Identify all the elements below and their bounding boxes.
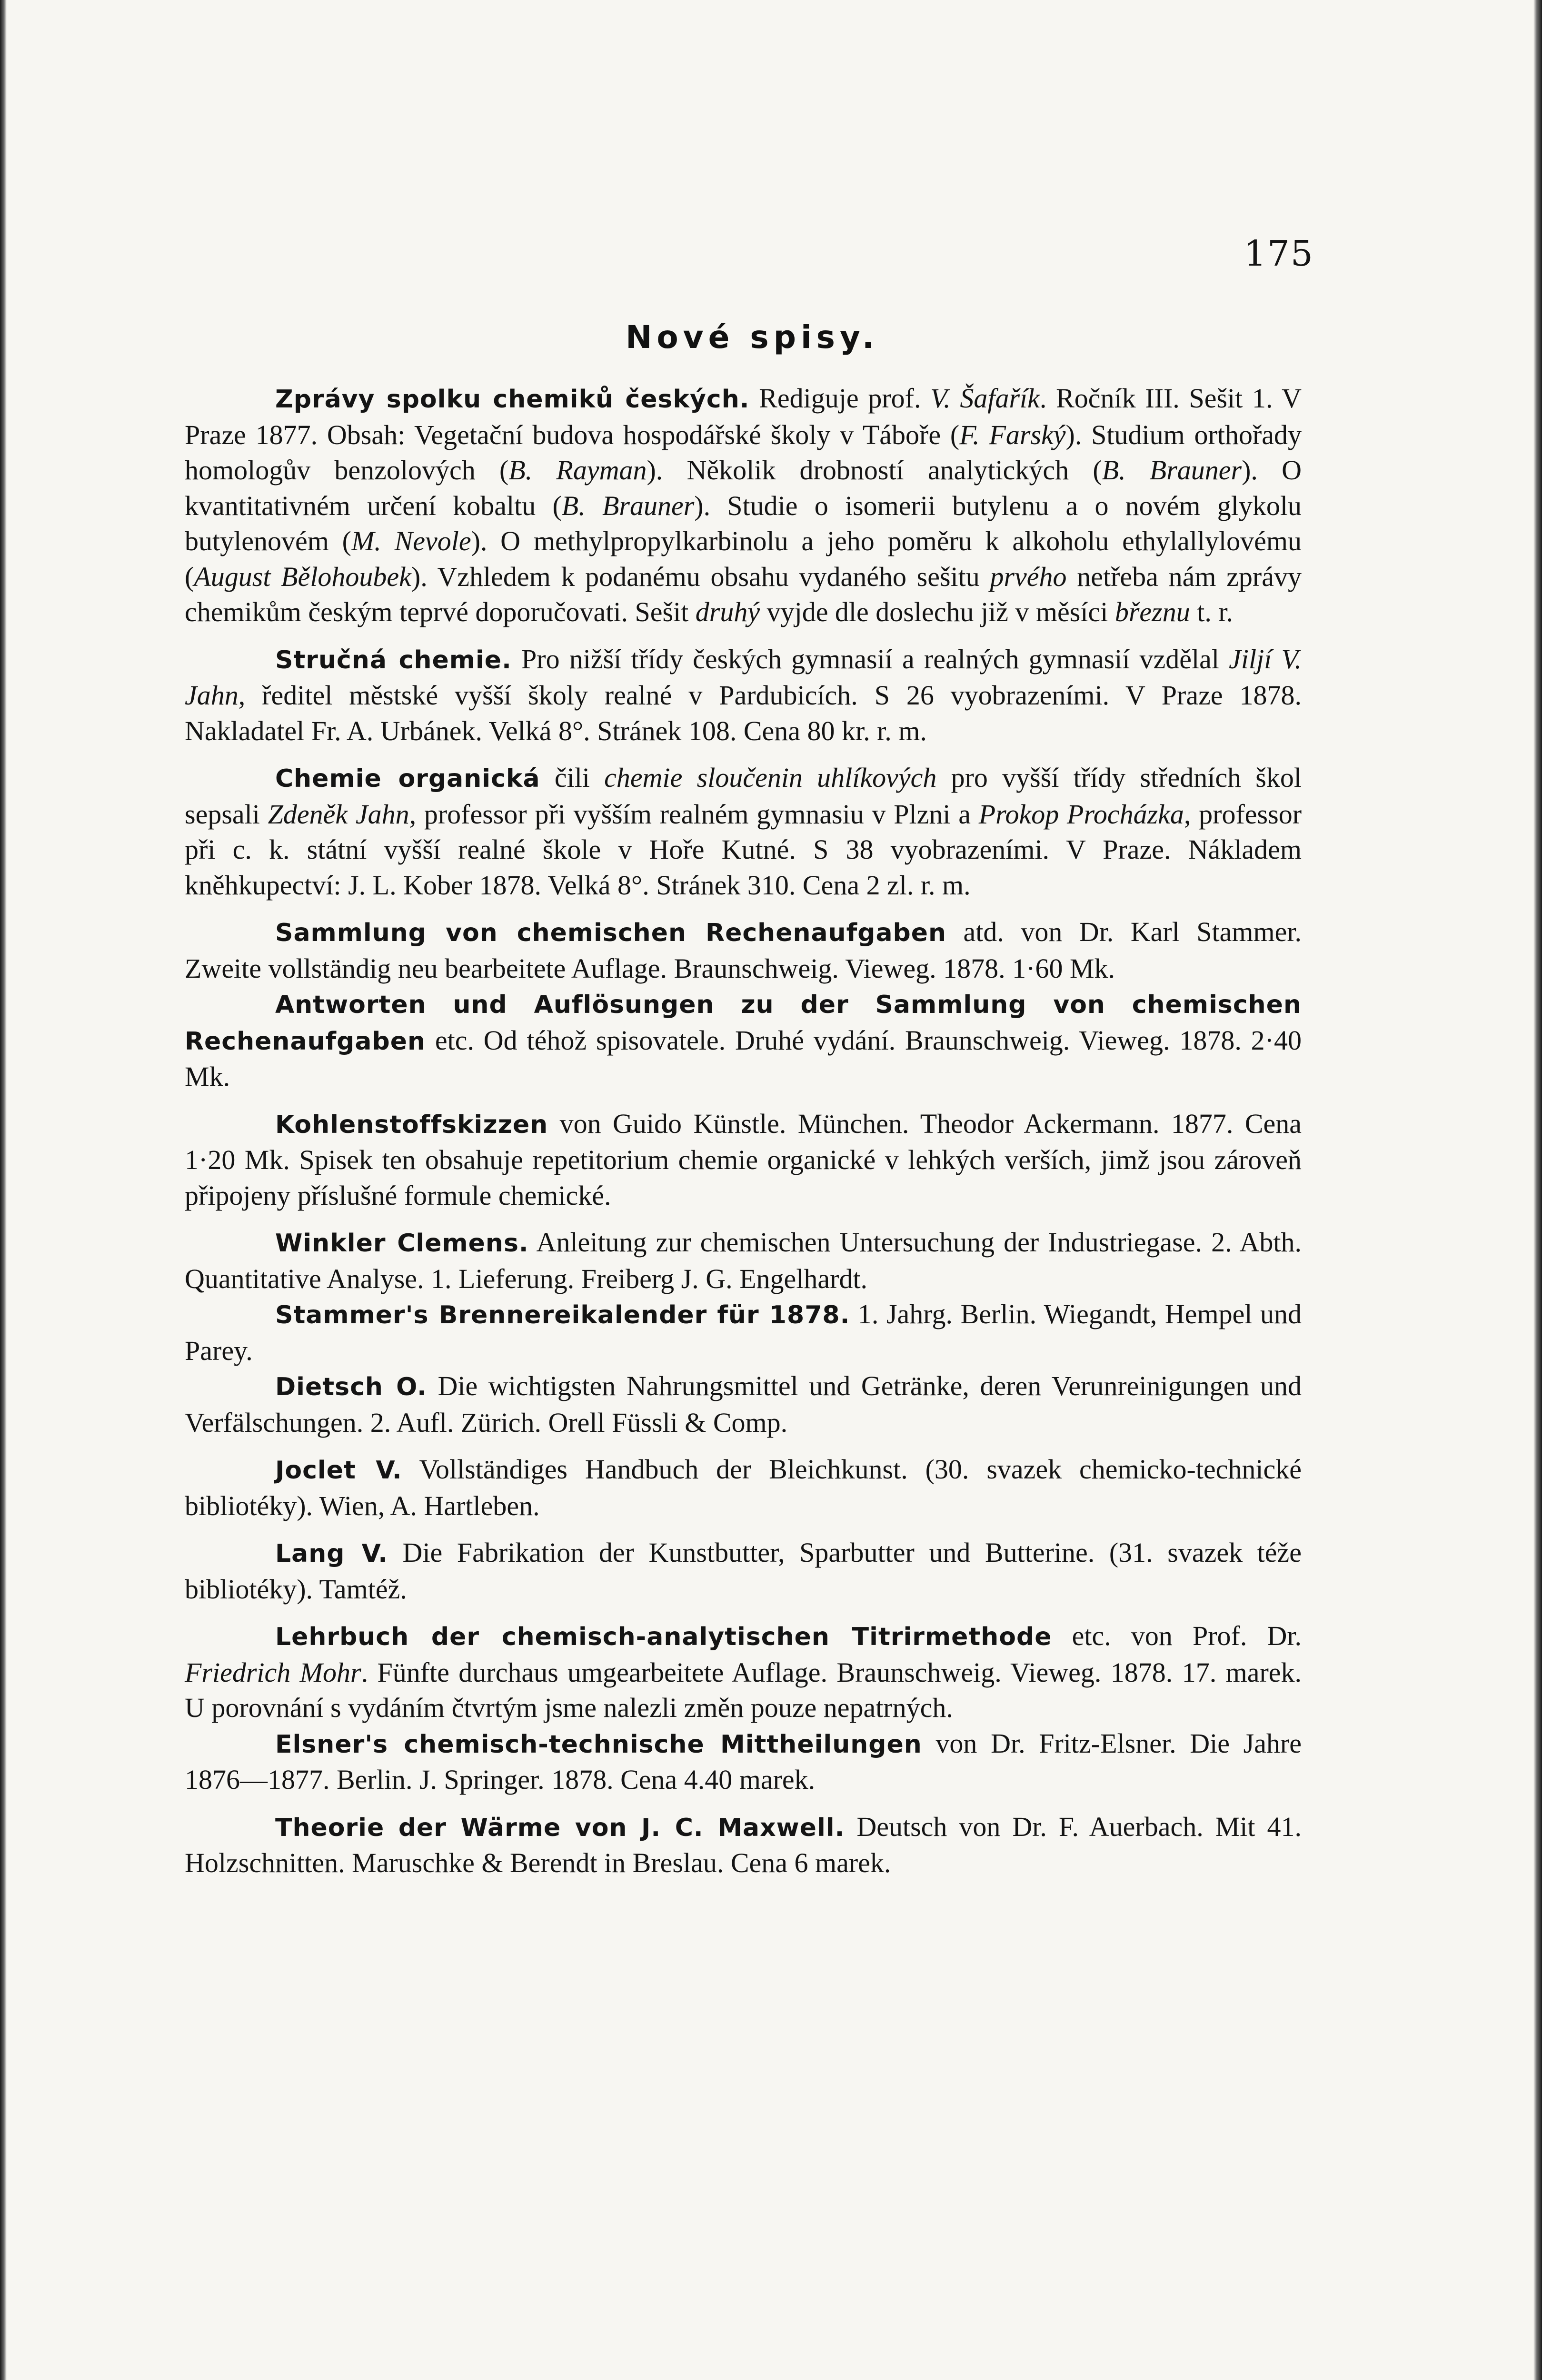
author-name: Jiljí V. Jahn [185,643,1302,711]
author-name: B. Rayman [508,455,647,486]
entry-sammlung: Sammlung von chemischen Rechenaufgaben atd. von Dr. Karl Stammer. Zweite vollständig neu bearbeitete Auflage. Braunschweig. Vieweg. 1878. 1·60 Mk. [185,916,1302,984]
entry-title: Kohlenstoffskizzen [275,1110,548,1139]
author-name: Friedrich Mohr [185,1656,361,1688]
entry-joclet: Joclet V. Vollständiges Handbuch der Bleichkunst. (30. svazek chemicko-technické bibliotéky). Wien, A. Hartleben. [185,1454,1302,1521]
author-name: F. Farský [959,419,1066,450]
page-number: 175 [1244,233,1314,274]
entry-title: Joclet V. [275,1456,402,1485]
author-name: B. Brauner [1102,455,1242,486]
entry-title: Sammlung von chemischen Rechenaufgaben [275,919,947,947]
entry-title: Dietsch O. [275,1373,427,1401]
author-name: Prokop Procházka [978,798,1184,830]
entry-title: Zprávy spolku chemiků českých. [275,385,750,414]
entry-title: Winkler Clemens. [275,1229,529,1258]
entry-title: Antworten und Auflösungen zu der Sammlung von chemischen Rechenaufgaben [185,991,1302,1056]
entry-elsner: Elsner's chemisch-technische Mittheilungen von Dr. Fritz-Elsner. Die Jahre 1876—1877. Berlin. J. Springer. 1878. Cena 4.40 marek. [185,1727,1302,1795]
entry-theorie-der-warme: Theorie der Wärme von J. C. Maxwell. Deutsch von Dr. F. Auerbach. Mit 41. Holzschnitten. Maruschke & Berendt in Breslau. Cena 6 marek. [185,1811,1302,1878]
author-name: August Bělohoubek [194,561,411,592]
entry-zpravy-spolku: Zprávy spolku chemiků českých. Rediguje prof. V. Šafařík. Ročník III. Sešit 1. V Praze 1877. Obsah: Vegetační budova hospodářské školy v Táboře (F. Farský). Studium orthořady homologův benzolových (B. Rayman). Několik drobností analytických (B. Brauner). O kvantitativném určení kobaltu (B. Brauner). Studie o isomerii butylenu a o novém glykolu butylenovém (M. Nevole). O methylpropylkarbinolu a jeho poměru k alkoholu ethylallylovému (August Bělohoubek). Vzhledem k podanému obsahu vydaného sešitu prvého netřeba nám zprávy chemikům českým teprvé doporučovati. Sešit druhý vyjde dle doslechu již v měsíci březnu t. r. [185,383,1302,627]
entry-title: Elsner's chemisch-technische Mittheilungen [275,1730,922,1759]
entry-lang: Lang V. Die Fabrikation der Kunstbutter, Sparbutter und Butterine. (31. svazek téže bibliotéky). Tamtéž. [185,1537,1302,1605]
author-name: Zdeněk Jahn [268,798,409,830]
entry-title: Stammer's Brennereikalender für 1878. [275,1301,850,1329]
author-name: M. Nevole [351,526,471,556]
entry-title: Lang V. [275,1539,388,1568]
listing-body [185,381,1302,1881]
entry-title: Theorie der Wärme von J. C. Maxwell. [275,1813,845,1842]
author-name: B. Brauner [561,490,695,521]
scan-edge-right [1533,0,1542,2380]
entry-chemie-organicka: Chemie organická čili chemie sloučenin uhlíkových pro vyšší třídy středních škol sepsali Zdeněk Jahn, professor při vyšším realném gymnasiu v Plzni a Prokop Procházka, professor při c. k. státní vyšší realné škole v Hoře Kutné. S 38 vyobrazeními. V Praze. Nákladem kněhkupectví: J. L. Kober 1878. Velká 8°. Stránek 310. Cena 2 zl. r. m. [185,762,1302,901]
entry-title: Lehrbuch der chemisch-analytischen Titrirmethode [275,1623,1052,1651]
entry-title: Stručná chemie. [275,645,512,674]
section-title: Nové spisy. [626,319,879,356]
entry-title: Chemie organická [275,764,540,793]
entry-antworten: Antworten und Auflösungen zu der Sammlung von chemischen Rechenaufgaben etc. Od téhož spisovatele. Druhé vydání. Braunschweig. Vieweg. 1878. 2·40 Mk. [185,991,1302,1092]
scan-edge-left [0,0,7,2380]
entry-kohlenstoffskizzen: Kohlenstoffskizzen von Guido Künstle. München. Theodor Ackermann. 1877. Cena 1·20 Mk. Spisek ten obsahuje repetitorium chemie organické v lehkých verších, jimž jsou zároveň připojeny příslušné formule chemické. [185,1108,1302,1211]
entry-winkler: Winkler Clemens. Anleitung zur chemischen Untersuchung der Industriegase. 2. Abth. Quantitative Analyse. 1. Lieferung. Freiberg J. G. Engelhardt. [185,1227,1302,1294]
entry-strucna-chemie: Stručná chemie. Pro nižší třídy českých gymnasií a realných gymnasií vzdělal Jiljí V. Jahn, ředitel městské vyšší školy realné v Pardubicích. S 26 vyobrazeními. V Praze 1878. Nakladatel Fr. A. Urbánek. Velká 8°. Stránek 108. Cena 80 kr. r. m. [185,643,1302,746]
entry-stammer: Stammer's Brennereikalender für 1878. 1. Jahrg. Berlin. Wiegandt, Hempel und Parey. [185,1299,1302,1366]
entry-dietsch: Dietsch O. Die wichtigsten Nahrungsmittel und Getränke, deren Verunreinigungen und Verfälschungen. 2. Aufl. Zürich. Orell Füssli & Comp. [185,1370,1302,1438]
entry-lehrbuch: Lehrbuch der chemisch-analytischen Titrirmethode etc. von Prof. Dr. Friedrich Mohr. Fünfte durchaus umgearbeitete Auflage. Braunschweig. Vieweg. 1878. 17. marek. U porovnání s vydáním čtvrtým jsme nalezli změn pouze nepatrných. [185,1620,1302,1723]
author-name: V. Šafařík [930,383,1040,414]
